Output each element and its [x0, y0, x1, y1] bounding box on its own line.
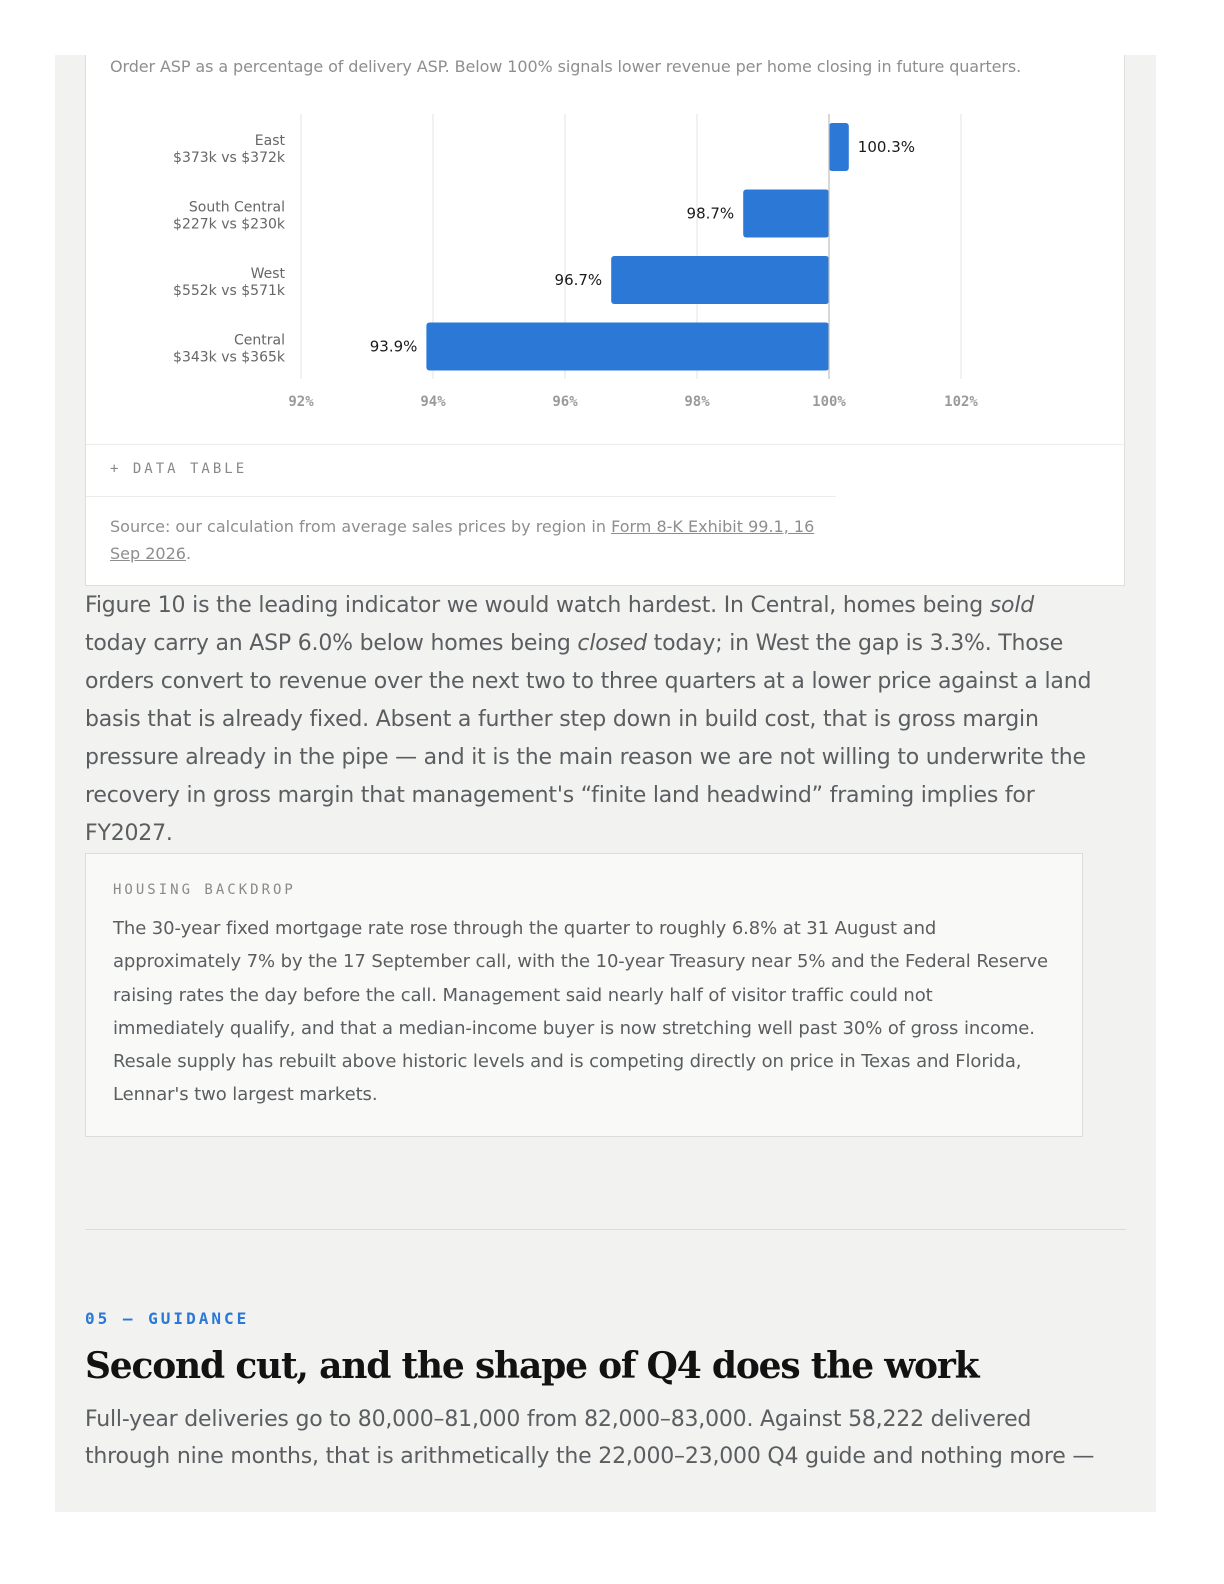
x-tick-label: 100% — [812, 394, 846, 410]
source-link[interactable]: Form 8-K Exhibit 99.1, 16 Sep 2026 — [110, 517, 815, 563]
data-table-toggle-label[interactable]: + DATA TABLE — [110, 461, 248, 477]
aside-label: HOUSING BACKDROP — [113, 882, 296, 898]
bar — [611, 256, 829, 304]
section-title: Second cut, and the shape of Q4 does the work — [85, 1345, 979, 1387]
paragraph-text-2: today carry an ASP 6.0% below homes being — [85, 631, 578, 656]
bar — [426, 323, 829, 371]
aside-body: The 30-year fixed mortgage rate rose through the quarter to roughly 6.8% at 31 August and approximately 7% by the 17 September call, with the 10-year Treasury near 5% and the Federal Reserve raising rates the day before the call. Management said nearly half of visitor traffic could not immediately qualify, and that a median-income buyer is now stretching well past 30% of gross income. Resale supply has rebuilt above historic levels and is competing directly on price in Texas and Florida, Lennar's two largest markets. — [113, 918, 1048, 1106]
x-tick-label: 98% — [684, 394, 710, 410]
category-label: South Central — [188, 199, 285, 216]
category-label: East — [254, 133, 285, 149]
bar — [829, 123, 849, 171]
source-divider — [86, 496, 836, 497]
paragraph-emphasis-sold: sold — [989, 593, 1034, 618]
bar-value-label: 93.9% — [369, 337, 418, 356]
asp-ratio-bar-chart — [86, 55, 1126, 445]
category-sublabel: $227k vs $230k — [173, 216, 285, 233]
section-divider — [85, 1229, 1126, 1230]
section-body: Full-year deliveries go to 80,000–81,000 from 82,000–83,000. Against 58,222 delivered through nine months, that is arithmetically the 22,000–23,000 Q4 guide and nothing more — — [85, 1407, 1095, 1469]
figure-source — [110, 513, 830, 567]
bar-value-label: 98.7% — [686, 204, 735, 223]
x-tick-label: 92% — [288, 394, 314, 410]
x-tick-label: 94% — [420, 394, 446, 410]
category-label: West — [250, 266, 285, 282]
category-label: Central — [234, 332, 285, 349]
x-tick-label: 96% — [552, 394, 578, 410]
page — [55, 55, 1156, 1512]
bar-value-label: 100.3% — [857, 138, 916, 156]
paragraph-emphasis-closed: closed — [577, 631, 647, 656]
x-tick-label: 102% — [944, 394, 978, 410]
bar — [743, 190, 829, 238]
housing-backdrop-aside — [85, 853, 1083, 1137]
section-label: 05 — GUIDANCE — [85, 1309, 250, 1328]
figure-card — [85, 55, 1125, 586]
figure-caption: Order ASP as a percentage of delivery ASP. Below 100% signals lower revenue per home closing in future quarters. — [110, 57, 1022, 76]
paragraph-text-1: Figure 10 is the leading indicator we would watch hardest. In Central, homes being — [85, 593, 990, 618]
bar-value-label: 96.7% — [554, 271, 603, 289]
category-sublabel: $373k vs $372k — [173, 150, 285, 166]
paragraph-text-3: today; in West the gap is 3.3%. Those orders convert to revenue over the next two to three quarters at a lower price against a land basis that is already fixed. Absent a further step down in build cost, that is gross margin pressure already in the pipe — and it is the main reason we are not willing to underwrite the recovery in gross margin that management's “finite land headwind” framing implies for FY2027. — [85, 631, 1092, 846]
body-paragraph — [85, 587, 1095, 853]
category-sublabel: $552k vs $571k — [173, 283, 285, 299]
category-sublabel: $343k vs $365k — [173, 349, 285, 366]
source-prefix: Source: our calculation from average sales prices by region in — [110, 517, 612, 536]
data-table-toggle[interactable] — [86, 444, 1126, 497]
source-suffix: . — [185, 544, 192, 563]
